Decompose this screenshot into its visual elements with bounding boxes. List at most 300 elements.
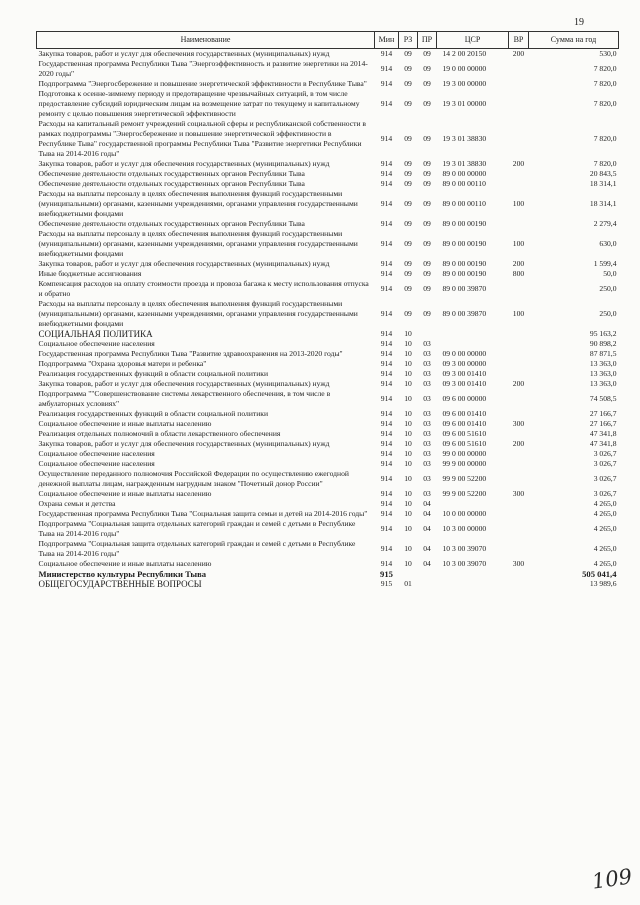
table-row bbox=[37, 219, 619, 229]
table-row bbox=[37, 299, 619, 329]
row-vr bbox=[509, 179, 529, 189]
row-pr: 03 bbox=[423, 489, 431, 498]
row-rz: 09 bbox=[404, 49, 412, 58]
row-sum: 4 265,0 bbox=[593, 544, 617, 553]
row-rz: 09 bbox=[404, 79, 412, 88]
row-vr: 200 bbox=[512, 259, 525, 268]
row-name: Социальное обеспечение населения bbox=[38, 449, 155, 458]
row-min: 914 bbox=[380, 394, 393, 403]
row-csr: 10 3 00 39070 bbox=[442, 559, 487, 568]
row-csr: 14 2 00 20150 bbox=[442, 49, 487, 58]
row-pr: 04 bbox=[423, 559, 431, 568]
row-vr: 100 bbox=[512, 199, 525, 208]
row-sum: 4 265,0 bbox=[593, 559, 617, 568]
row-min: 914 bbox=[380, 419, 393, 428]
row-csr: 09 6 00 01410 bbox=[442, 419, 487, 428]
table-row bbox=[37, 539, 619, 559]
row-vr: 300 bbox=[512, 559, 525, 568]
row-pr: 09 bbox=[423, 49, 431, 58]
row-name: Закупка товаров, работ и услуг для обеспечения государственных (муниципальных) нужд bbox=[38, 259, 330, 268]
row-min: 915 bbox=[380, 579, 393, 588]
row-rz: 10 bbox=[404, 524, 412, 533]
row-vr bbox=[509, 359, 529, 369]
row-min: 914 bbox=[380, 489, 393, 498]
row-sum: 74 508,5 bbox=[589, 394, 617, 403]
table-row bbox=[37, 349, 619, 359]
row-name: Закупка товаров, работ и услуг для обеспечения государственных (муниципальных) нужд bbox=[38, 379, 330, 388]
row-pr: 03 bbox=[423, 379, 431, 388]
row-sum: 2 279,4 bbox=[593, 219, 617, 228]
row-name: Расходы на выплаты персоналу в целях обеспечения выполнения функций государственными (муниципальными) органами, казенными учреждениями, органами управления государственными внебюджетными фондами bbox=[38, 229, 358, 258]
row-min: 914 bbox=[380, 269, 393, 278]
row-name: Компенсация расходов на оплату стоимости проезда и провоза багажа к месту использования отпуска и обратно bbox=[38, 279, 369, 298]
row-pr: 03 bbox=[423, 339, 431, 348]
row-name: Подпрограмма "Охрана здоровья матери и ребенка" bbox=[38, 359, 207, 368]
row-rz: 10 bbox=[404, 449, 412, 458]
row-sum: 7 820,0 bbox=[593, 159, 617, 168]
row-sum: 27 166,7 bbox=[589, 419, 617, 428]
row-name: Закупка товаров, работ и услуг для обеспечения государственных (муниципальных) нужд bbox=[38, 159, 330, 168]
row-rz: 10 bbox=[404, 339, 412, 348]
row-csr: 89 0 00 00190 bbox=[442, 219, 487, 228]
row-min: 914 bbox=[380, 524, 393, 533]
row-sum: 7 820,0 bbox=[593, 79, 617, 88]
row-vr bbox=[509, 499, 529, 509]
row-pr: 03 bbox=[423, 349, 431, 358]
row-csr: 09 3 00 00000 bbox=[442, 359, 487, 368]
row-sum: 4 265,0 bbox=[593, 509, 617, 518]
row-pr: 09 bbox=[423, 259, 431, 268]
row-sum: 18 314,1 bbox=[589, 179, 617, 188]
table-row bbox=[37, 459, 619, 469]
row-vr bbox=[509, 79, 529, 89]
row-csr: 09 3 00 01410 bbox=[442, 369, 487, 378]
row-min: 914 bbox=[380, 544, 393, 553]
row-vr bbox=[509, 409, 529, 419]
row-sum: 3 026,7 bbox=[593, 449, 617, 458]
table-row bbox=[37, 569, 619, 579]
row-rz: 10 bbox=[404, 544, 412, 553]
row-csr: 99 9 00 52200 bbox=[442, 474, 487, 483]
table-row bbox=[37, 279, 619, 299]
row-name: Реализация государственных функций в области социальной политики bbox=[38, 369, 269, 378]
row-csr: 89 0 00 00190 bbox=[442, 259, 487, 268]
row-min: 914 bbox=[380, 284, 393, 293]
row-rz: 10 bbox=[404, 509, 412, 518]
row-csr: 89 0 00 00110 bbox=[442, 179, 486, 188]
row-vr: 200 bbox=[512, 49, 525, 58]
row-vr bbox=[509, 89, 529, 119]
row-csr: 19 0 00 00000 bbox=[442, 64, 487, 73]
row-vr bbox=[509, 449, 529, 459]
row-name: Расходы на капитальный ремонт учреждений социальной сферы и республиканской собственности в рамках подпрограммы "Энергосбережение и повышение энергетической эффективности в Республике Тыва" государственной программы Республики Тыва "Развитие энергетики Республики Тыва на 2014-2016 годы" bbox=[38, 119, 367, 158]
row-vr bbox=[509, 569, 529, 579]
row-pr bbox=[418, 329, 437, 339]
row-min: 914 bbox=[380, 199, 393, 208]
row-csr: 89 0 00 00190 bbox=[442, 239, 487, 248]
row-csr: 99 9 00 52200 bbox=[442, 489, 487, 498]
header-min: Мин bbox=[375, 32, 399, 49]
row-vr bbox=[509, 509, 529, 519]
row-rz: 10 bbox=[404, 359, 412, 368]
table-row bbox=[37, 49, 619, 60]
row-rz: 10 bbox=[404, 369, 412, 378]
row-rz: 09 bbox=[404, 179, 412, 188]
row-vr: 800 bbox=[512, 269, 525, 278]
row-rz: 09 bbox=[404, 284, 412, 293]
row-vr bbox=[509, 169, 529, 179]
row-name: Социальное обеспечение и иные выплаты населению bbox=[38, 419, 212, 428]
row-min: 914 bbox=[380, 459, 393, 468]
row-rz: 09 bbox=[404, 259, 412, 268]
row-rz: 10 bbox=[404, 394, 412, 403]
row-rz: 10 bbox=[404, 489, 412, 498]
table-row bbox=[37, 339, 619, 349]
row-csr: 09 3 00 01410 bbox=[442, 379, 487, 388]
budget-table bbox=[36, 31, 619, 589]
row-rz: 10 bbox=[404, 329, 412, 338]
row-min: 914 bbox=[380, 134, 393, 143]
row-pr bbox=[418, 569, 437, 579]
table-row bbox=[37, 189, 619, 219]
table-row bbox=[37, 429, 619, 439]
row-sum: 20 843,5 bbox=[589, 169, 617, 178]
table-row bbox=[37, 359, 619, 369]
row-min: 914 bbox=[380, 359, 393, 368]
row-sum: 27 166,7 bbox=[589, 409, 617, 418]
row-min: 914 bbox=[380, 349, 393, 358]
row-pr: 09 bbox=[423, 269, 431, 278]
row-name: Подпрограмма "Социальная защита отдельных категорий граждан и семей с детьми в Республике Тыва на 2014-2016 годы" bbox=[38, 519, 356, 538]
row-vr bbox=[509, 329, 529, 339]
row-csr: 99 9 00 00000 bbox=[442, 459, 487, 468]
row-pr: 09 bbox=[423, 159, 431, 168]
table-row bbox=[37, 519, 619, 539]
row-min: 914 bbox=[380, 379, 393, 388]
row-name: Расходы на выплаты персоналу в целях обеспечения выполнения функций государственными (муниципальными) органами, казенными учреждениями, органами управления государственными внебюджетными фондами bbox=[38, 189, 358, 218]
row-name: Закупка товаров, работ и услуг для обеспечения государственных (муниципальных) нужд bbox=[38, 49, 330, 58]
table-row bbox=[37, 389, 619, 409]
row-pr: 09 bbox=[423, 79, 431, 88]
row-pr: 09 bbox=[423, 169, 431, 178]
row-min: 914 bbox=[380, 474, 393, 483]
row-rz: 10 bbox=[404, 459, 412, 468]
row-vr bbox=[509, 459, 529, 469]
row-pr: 03 bbox=[423, 459, 431, 468]
row-pr: 09 bbox=[423, 199, 431, 208]
row-name: Государственная программа Республики Тыва "Социальная защита семьи и детей на 2014-2016 годы" bbox=[38, 509, 368, 518]
row-min: 914 bbox=[380, 259, 393, 268]
row-min: 914 bbox=[380, 239, 393, 248]
table-row bbox=[37, 269, 619, 279]
row-vr bbox=[509, 429, 529, 439]
row-min: 914 bbox=[380, 439, 393, 448]
row-csr: 89 0 00 39870 bbox=[442, 309, 487, 318]
row-name: Реализация государственных функций в области социальной политики bbox=[38, 409, 269, 418]
row-csr: 10 3 00 39070 bbox=[442, 544, 487, 553]
row-rz: 10 bbox=[404, 349, 412, 358]
row-name: Социальное обеспечение и иные выплаты населению bbox=[38, 489, 212, 498]
row-sum: 7 820,0 bbox=[593, 134, 617, 143]
row-min: 914 bbox=[380, 64, 393, 73]
header-sum: Сумма на год bbox=[529, 32, 619, 49]
table-row bbox=[37, 89, 619, 119]
page-number: 19 bbox=[574, 17, 584, 28]
row-sum: 13 363,0 bbox=[589, 379, 617, 388]
table-row bbox=[37, 179, 619, 189]
row-vr: 200 bbox=[512, 439, 525, 448]
row-min: 914 bbox=[380, 509, 393, 518]
row-csr: 10 3 00 00000 bbox=[442, 524, 487, 533]
row-csr bbox=[437, 569, 509, 579]
row-vr bbox=[509, 519, 529, 539]
row-sum: 7 820,0 bbox=[593, 64, 617, 73]
table-row bbox=[37, 259, 619, 269]
row-rz: 09 bbox=[404, 99, 412, 108]
row-rz: 09 bbox=[404, 169, 412, 178]
row-csr bbox=[437, 339, 509, 349]
row-pr: 03 bbox=[423, 449, 431, 458]
row-min: 914 bbox=[380, 499, 393, 508]
row-csr: 09 6 00 51610 bbox=[442, 429, 487, 438]
row-pr: 09 bbox=[423, 284, 431, 293]
row-sum: 3 026,7 bbox=[593, 474, 617, 483]
row-csr: 09 6 00 00000 bbox=[442, 394, 487, 403]
table-row bbox=[37, 439, 619, 449]
row-sum: 4 265,0 bbox=[593, 524, 617, 533]
row-min: 914 bbox=[380, 159, 393, 168]
table-row bbox=[37, 229, 619, 259]
row-pr: 03 bbox=[423, 419, 431, 428]
row-rz: 09 bbox=[404, 309, 412, 318]
table-row bbox=[37, 329, 619, 339]
row-name: Подготовка к осенне-зимнему периоду и предотвращение чрезвычайных ситуаций, в том числе предоставление субсидий юридическим лицам на возмещение затрат по текущему и капитальному ремонту с целью повышения энергетической эффективности bbox=[38, 89, 360, 118]
row-min: 914 bbox=[380, 409, 393, 418]
row-min: 914 bbox=[380, 49, 393, 58]
row-name: Социальное обеспечение населения bbox=[38, 459, 155, 468]
table-header-row bbox=[37, 32, 619, 49]
row-vr bbox=[509, 349, 529, 359]
row-pr: 03 bbox=[423, 474, 431, 483]
row-sum: 47 341,8 bbox=[589, 439, 617, 448]
row-vr bbox=[509, 369, 529, 379]
table-row bbox=[37, 369, 619, 379]
row-rz: 10 bbox=[404, 429, 412, 438]
row-csr: 19 3 01 00000 bbox=[442, 99, 487, 108]
row-pr: 09 bbox=[423, 99, 431, 108]
row-name: Подпрограмма "Энергосбережение и повышение энергетической эффективности в Республике Тыва" bbox=[38, 79, 367, 88]
row-rz bbox=[399, 569, 418, 579]
row-name: СОЦИАЛЬНАЯ ПОЛИТИКА bbox=[38, 329, 153, 339]
table-row bbox=[37, 449, 619, 459]
row-vr bbox=[509, 59, 529, 79]
row-name: Государственная программа Республики Тыва "Развитие здравоохранения на 2013-2020 годы" bbox=[38, 349, 343, 358]
row-vr bbox=[509, 469, 529, 489]
row-csr: 89 0 00 00110 bbox=[442, 199, 486, 208]
table-row bbox=[37, 159, 619, 169]
row-min: 914 bbox=[380, 559, 393, 568]
row-rz: 09 bbox=[404, 159, 412, 168]
row-rz: 09 bbox=[404, 134, 412, 143]
row-name: Государственная программа Республики Тыва "Энергоэффективность и развитие энергетики на 2014-2020 годы" bbox=[38, 59, 368, 78]
row-rz: 10 bbox=[404, 474, 412, 483]
row-min: 914 bbox=[380, 429, 393, 438]
row-csr: 89 0 00 00190 bbox=[442, 269, 487, 278]
row-csr: 19 3 01 38830 bbox=[442, 134, 487, 143]
row-pr: 04 bbox=[423, 499, 431, 508]
row-min: 914 bbox=[380, 339, 393, 348]
row-pr: 03 bbox=[423, 369, 431, 378]
row-csr: 10 0 00 00000 bbox=[442, 509, 487, 518]
row-sum: 250,0 bbox=[599, 284, 617, 293]
row-min: 914 bbox=[380, 169, 393, 178]
row-name: Социальное обеспечение и иные выплаты населению bbox=[38, 559, 212, 568]
row-sum: 4 265,0 bbox=[593, 499, 617, 508]
row-name: Социальное обеспечение населения bbox=[38, 339, 155, 348]
header-vr: ВР bbox=[509, 32, 529, 49]
row-csr: 89 0 00 00000 bbox=[442, 169, 487, 178]
row-sum: 7 820,0 bbox=[593, 99, 617, 108]
row-pr: 09 bbox=[423, 239, 431, 248]
row-name: Осуществление переданного полномочия Российской Федерации по осуществлению ежегодной денежной выплаты лицам, награжденным нагрудным знаком "Почетный донор России" bbox=[38, 469, 349, 488]
row-sum: 13 363,0 bbox=[589, 369, 617, 378]
row-vr bbox=[509, 219, 529, 229]
table-row bbox=[37, 419, 619, 429]
row-pr: 04 bbox=[423, 544, 431, 553]
row-vr: 100 bbox=[512, 309, 525, 318]
row-csr bbox=[437, 499, 509, 509]
row-sum: 3 026,7 bbox=[593, 459, 617, 468]
row-name: Подпрограмма ""Совершенствование системы лекарственного обеспечения, в том числе в амбулаторных условиях" bbox=[38, 389, 331, 408]
row-sum: 87 871,5 bbox=[589, 349, 617, 358]
row-name: Министерство культуры Республики Тыва bbox=[38, 569, 207, 579]
header-name: Наименование bbox=[37, 32, 375, 49]
row-sum: 630,0 bbox=[599, 239, 617, 248]
row-min: 915 bbox=[380, 569, 393, 579]
row-pr: 03 bbox=[423, 394, 431, 403]
row-vr: 100 bbox=[512, 239, 525, 248]
row-name: Иные бюджетные ассигнования bbox=[38, 269, 142, 278]
row-rz: 10 bbox=[404, 409, 412, 418]
row-csr: 09 0 00 00000 bbox=[442, 349, 487, 358]
row-pr: 04 bbox=[423, 509, 431, 518]
row-min: 914 bbox=[380, 369, 393, 378]
table-row bbox=[37, 119, 619, 159]
header-pr: ПР bbox=[418, 32, 437, 49]
row-pr: 09 bbox=[423, 309, 431, 318]
row-csr: 09 6 00 01410 bbox=[442, 409, 487, 418]
row-vr: 200 bbox=[512, 159, 525, 168]
row-sum: 47 341,8 bbox=[589, 429, 617, 438]
row-min: 914 bbox=[380, 309, 393, 318]
row-rz: 10 bbox=[404, 439, 412, 448]
row-pr: 03 bbox=[423, 409, 431, 418]
table-row bbox=[37, 559, 619, 569]
row-rz: 09 bbox=[404, 269, 412, 278]
row-pr bbox=[418, 579, 437, 589]
row-min: 914 bbox=[380, 79, 393, 88]
row-rz: 09 bbox=[404, 239, 412, 248]
row-pr: 09 bbox=[423, 219, 431, 228]
table-row bbox=[37, 469, 619, 489]
row-sum: 13 363,0 bbox=[589, 359, 617, 368]
row-csr bbox=[437, 579, 509, 589]
row-csr bbox=[437, 329, 509, 339]
row-pr: 09 bbox=[423, 179, 431, 188]
row-sum: 530,0 bbox=[599, 49, 617, 58]
row-csr: 99 0 00 00000 bbox=[442, 449, 487, 458]
row-name: Реализация отдельных полномочий в области лекарственного обеспечения bbox=[38, 429, 281, 438]
row-pr: 09 bbox=[423, 134, 431, 143]
row-sum: 3 026,7 bbox=[593, 489, 617, 498]
row-csr: 09 6 00 51610 bbox=[442, 439, 487, 448]
row-rz: 10 bbox=[404, 379, 412, 388]
row-pr: 03 bbox=[423, 359, 431, 368]
row-pr: 03 bbox=[423, 439, 431, 448]
table-row bbox=[37, 59, 619, 79]
table-row bbox=[37, 489, 619, 499]
row-name: Охрана семьи и детства bbox=[38, 499, 116, 508]
row-rz: 09 bbox=[404, 199, 412, 208]
table-row bbox=[37, 509, 619, 519]
row-rz: 01 bbox=[404, 579, 412, 588]
row-sum: 90 898,2 bbox=[589, 339, 617, 348]
row-sum: 95 163,2 bbox=[589, 329, 617, 338]
table-row bbox=[37, 579, 619, 589]
row-rz: 09 bbox=[404, 64, 412, 73]
table-row bbox=[37, 409, 619, 419]
row-pr: 09 bbox=[423, 64, 431, 73]
row-vr bbox=[509, 339, 529, 349]
row-name: Обеспечение деятельности отдельных государственных органов Республики Тыва bbox=[38, 219, 305, 228]
row-sum: 505 041,4 bbox=[582, 569, 617, 579]
row-vr bbox=[509, 539, 529, 559]
row-sum: 13 989,6 bbox=[589, 579, 617, 588]
table-row bbox=[37, 379, 619, 389]
row-sum: 18 314,1 bbox=[589, 199, 617, 208]
row-vr: 300 bbox=[512, 489, 525, 498]
row-rz: 10 bbox=[404, 419, 412, 428]
table-row bbox=[37, 79, 619, 89]
row-sum: 1 599,4 bbox=[593, 259, 617, 268]
row-csr: 19 3 01 38830 bbox=[442, 159, 487, 168]
row-min: 914 bbox=[380, 99, 393, 108]
row-name: Расходы на выплаты персоналу в целях обеспечения выполнения функций государственными (муниципальными) органами, казенными учреждениями, органами управления государственными внебюджетными фондами bbox=[38, 299, 358, 328]
table-row bbox=[37, 169, 619, 179]
row-vr: 200 bbox=[512, 379, 525, 388]
row-vr bbox=[509, 119, 529, 159]
row-csr: 19 3 00 00000 bbox=[442, 79, 487, 88]
row-name: ОБЩЕГОСУДАРСТВЕННЫЕ ВОПРОСЫ bbox=[38, 579, 202, 589]
row-min: 914 bbox=[380, 449, 393, 458]
header-rz: РЗ bbox=[399, 32, 418, 49]
row-name: Обеспечение деятельности отдельных государственных органов Республики Тыва bbox=[38, 179, 305, 188]
row-vr: 300 bbox=[512, 419, 525, 428]
row-min: 914 bbox=[380, 179, 393, 188]
row-rz: 10 bbox=[404, 559, 412, 568]
row-pr: 03 bbox=[423, 429, 431, 438]
row-name: Обеспечение деятельности отдельных государственных органов Республики Тыва bbox=[38, 169, 305, 178]
row-vr bbox=[509, 389, 529, 409]
row-csr: 89 0 00 39870 bbox=[442, 284, 487, 293]
row-sum: 50,0 bbox=[603, 269, 617, 278]
row-sum: 250,0 bbox=[599, 309, 617, 318]
table-row bbox=[37, 499, 619, 509]
row-vr bbox=[509, 279, 529, 299]
row-name: Закупка товаров, работ и услуг для обеспечения государственных (муниципальных) нужд bbox=[38, 439, 330, 448]
row-rz: 09 bbox=[404, 219, 412, 228]
row-min: 914 bbox=[380, 329, 393, 338]
